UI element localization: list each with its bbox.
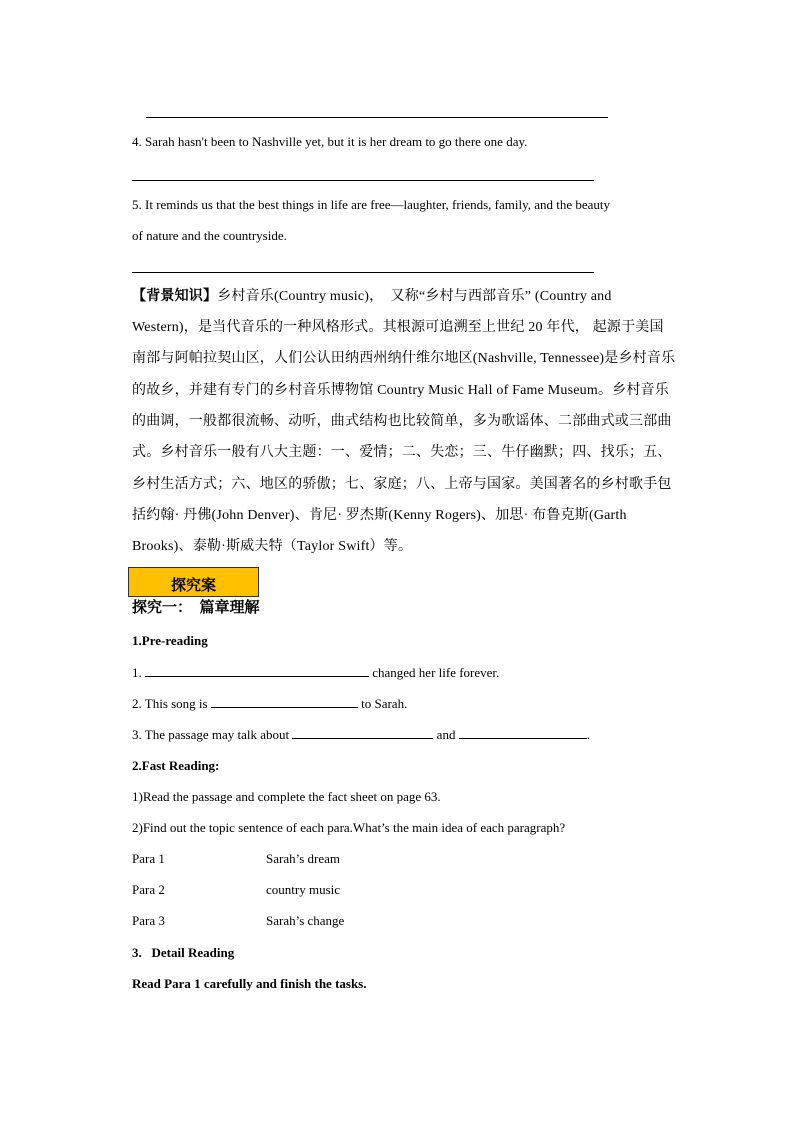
detail-reading-heading: 3. Detail Reading bbox=[132, 945, 235, 960]
exercise-5-line2: of nature and the countryside. bbox=[132, 228, 287, 243]
explore-box bbox=[128, 567, 259, 597]
answer-line-3[interactable] bbox=[146, 117, 608, 118]
pre-reading-q1 bbox=[132, 664, 499, 681]
q2-prefix: 2. This song is bbox=[132, 696, 211, 711]
para-1-label: Para 1 bbox=[132, 851, 165, 866]
background-line-1 bbox=[132, 289, 612, 305]
para-2-label: Para 2 bbox=[132, 882, 165, 897]
q3-mid: and bbox=[433, 727, 459, 742]
fast-reading-task1: 1)Read the passage and complete the fact sheet on page 63. bbox=[132, 789, 441, 804]
q3-blank-1[interactable] bbox=[292, 726, 433, 739]
q1-blank[interactable] bbox=[145, 664, 369, 677]
para-2-idea: country music bbox=[266, 882, 341, 897]
background-line-2: Western)，是当代音乐的一种风格形式。其根源可追溯至上世纪 20 年代， 起源于美国 bbox=[132, 320, 664, 335]
background-line-9: Brooks)、泰勒·斯威夫特（Taylor Swift）等。 bbox=[132, 539, 413, 554]
background-line-8: 括约翰· 丹佛(John Denver)、肯尼· 罗杰斯(Kenny Rogers)、加思· 布鲁克斯(Garth bbox=[132, 508, 627, 523]
para-3-label: Para 3 bbox=[132, 913, 165, 928]
section1-title: 探究一： 篇章理解 bbox=[132, 600, 260, 616]
fast-reading-task2: 2)Find out the topic sentence of each para.What’s the main idea of each paragraph? bbox=[132, 820, 566, 835]
q3-blank-2[interactable] bbox=[459, 726, 587, 739]
detail-reading-instruction: Read Para 1 carefully and finish the tasks. bbox=[132, 976, 367, 991]
pre-reading-heading: 1.Pre-reading bbox=[132, 633, 208, 648]
q1-prefix: 1. bbox=[132, 665, 145, 680]
exercise-5-line1: 5. It reminds us that the best things in life are free—laughter, friends, family, and the beauty bbox=[132, 197, 611, 212]
background-line-4: 的故乡，并建有专门的乡村音乐博物馆 Country Music Hall of Fame Museum。乡村音乐 bbox=[132, 383, 669, 398]
explore-box-label: 探究案 bbox=[171, 578, 217, 594]
para-1-idea: Sarah’s dream bbox=[266, 851, 341, 866]
q3-prefix: 3. The passage may talk about bbox=[132, 727, 293, 742]
pre-reading-q3 bbox=[132, 726, 590, 743]
answer-line-4[interactable] bbox=[132, 180, 594, 181]
background-line-1-text: 乡村音乐(Country music)， 又称“乡村与西部音乐” (Country and bbox=[217, 289, 612, 304]
background-line-5: 的曲调，一般都很流畅、动听，曲式结构也比较简单，多为歌谣体、二部曲式或三部曲 bbox=[132, 414, 672, 429]
answer-line-5[interactable] bbox=[132, 272, 594, 273]
pre-reading-q2 bbox=[132, 695, 407, 712]
exercise-4: 4. Sarah hasn't been to Nashville yet, but it is her dream to go there one day. bbox=[132, 134, 528, 149]
para-3-idea: Sarah’s change bbox=[266, 913, 345, 928]
background-label: 【背景知识】 bbox=[132, 289, 218, 304]
background-line-6: 式。乡村音乐一般有八大主题：一、爱情；二、失恋；三、牛仔幽默；四、找乐；五、 bbox=[132, 445, 672, 460]
fast-reading-heading: 2.Fast Reading: bbox=[132, 758, 220, 773]
background-line-3: 南部与阿帕拉契山区，人们公认田纳西州纳什维尔地区(Nashville, Tennessee)是乡村音乐 bbox=[132, 351, 676, 366]
background-line-7: 乡村生活方式；六、地区的骄傲；七、家庭；八、上帝与国家。美国著名的乡村歌手包 bbox=[132, 477, 672, 492]
q1-suffix: changed her life forever. bbox=[369, 665, 500, 680]
q3-suffix: . bbox=[586, 727, 590, 742]
q2-suffix: to Sarah. bbox=[357, 696, 408, 711]
q2-blank[interactable] bbox=[211, 695, 358, 708]
